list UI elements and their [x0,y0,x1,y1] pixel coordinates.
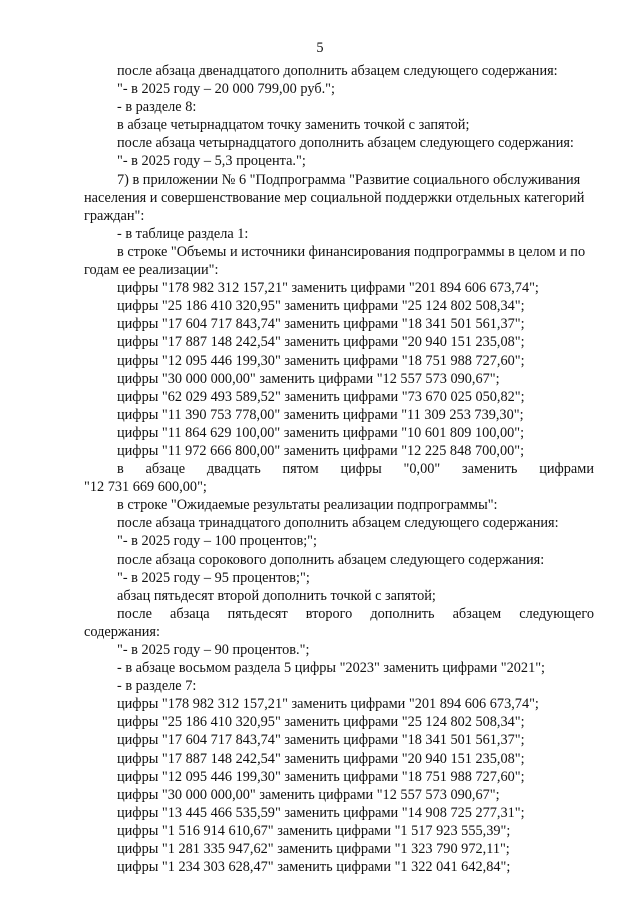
word: двадцать [206,461,261,478]
text-line: абзац пятьдесят второй дополнить точкой с запятой; [117,587,436,604]
document-body [84,62,594,876]
text-line: граждан": [84,207,145,224]
text-line: цифры "11 390 753 778,00" заменить цифрами "11 309 253 739,30"; [117,406,524,423]
word: "0,00" [403,461,441,478]
text-line: цифры "178 982 312 157,21" заменить цифрами "201 894 606 673,74"; [117,696,539,713]
text-line: цифры "11 972 666 800,00" заменить цифрами "12 225 848 700,00"; [117,442,525,459]
word: цифры [340,461,382,478]
word: дополнить [370,605,435,622]
word: абзаце [145,461,186,478]
text-line: годам ее реализации": [84,262,219,279]
text-line: цифры "62 029 493 589,52" заменить цифрами "73 670 025 050,82"; [117,388,525,405]
text-line: "- в 2025 году – 5,3 процента."; [117,153,306,170]
text-line: "12 731 669 600,00"; [84,479,207,496]
word: после [117,605,152,622]
text-line: в строке "Ожидаемые результаты реализации подпрограммы": [117,497,498,514]
word: пятьдесят [227,605,288,622]
text-line: цифры "30 000 000,00" заменить цифрами "12 557 573 090,67"; [117,786,500,803]
text-line: населения и совершенствование мер социальной поддержки отдельных категорий [84,189,585,206]
text-line: цифры "1 516 914 610,67" заменить цифрами "1 517 923 555,39"; [117,822,511,839]
text-line: 7) в приложении № 6 "Подпрограмма "Развитие социального обслуживания [117,171,581,188]
word: абзаца [169,605,210,622]
word: следующего [519,605,594,622]
text-line: после абзаца двенадцатого дополнить абзацем следующего содержания: [117,63,558,79]
text-line: цифры "178 982 312 157,21" заменить цифрами "201 894 606 673,74"; [117,280,539,297]
justified-line [84,460,594,478]
word: второго [305,605,353,622]
text-line: после абзаца четырнадцатого дополнить абзацем следующего содержания: [117,135,574,152]
justified-line [84,605,594,623]
text-line: цифры "25 186 410 320,95" заменить цифрами "25 124 802 508,34"; [117,714,525,731]
word: пятом [282,461,319,478]
text-line: "- в 2025 году – 100 процентов;"; [117,533,317,550]
text-line: цифры "17 604 717 843,74" заменить цифрами "18 341 501 561,37"; [117,732,525,749]
text-line: в абзаце четырнадцатом точку заменить точкой с запятой; [117,117,470,134]
text-line: цифры "12 095 446 199,30" заменить цифрами "18 751 988 727,60"; [117,768,525,785]
text-line: цифры "17 604 717 843,74" заменить цифрами "18 341 501 561,37"; [117,316,525,333]
text-line: цифры "11 864 629 100,00" заменить цифрами "10 601 809 100,00"; [117,424,525,441]
word: в [117,461,124,478]
text-line: цифры "13 445 466 535,59" заменить цифрами "14 908 725 277,31"; [117,804,525,821]
text-line: после абзаца тринадцатого дополнить абзацем следующего содержания: [117,515,559,532]
text-line: цифры "17 887 148 242,54" заменить цифрами "20 940 151 235,08"; [117,334,525,351]
text-line: содержания: [84,623,160,640]
text-line: "- в 2025 году – 90 процентов."; [117,642,310,658]
text-line: цифры "17 887 148 242,54" заменить цифрами "20 940 151 235,08"; [117,750,525,767]
text-line: после абзаца сорокового дополнить абзацем следующего содержания: [117,551,545,568]
text-line: - в разделе 8: [117,99,197,116]
text-line: - в абзаце восьмом раздела 5 цифры "2023" заменить цифрами "2021"; [117,660,546,677]
text-line: цифры "25 186 410 320,95" заменить цифрами "25 124 802 508,34"; [117,298,525,315]
text-line: цифры "30 000 000,00" заменить цифрами "12 557 573 090,67"; [117,370,500,387]
text-line: "- в 2025 году – 20 000 799,00 руб."; [117,81,335,98]
page-number: 5 [316,40,324,56]
text-line: - в таблице раздела 1: [117,225,249,242]
word: цифрами [539,461,594,478]
word: абзацем [452,605,502,622]
text-line: "- в 2025 году – 95 процентов;"; [117,569,310,586]
text-line: - в разделе 7: [117,678,197,695]
text-line: цифры "1 281 335 947,62" заменить цифрами "1 323 790 972,11"; [117,841,510,858]
text-line: цифры "1 234 303 628,47" заменить цифрами "1 322 041 642,84"; [117,859,511,876]
text-line: в строке "Объемы и источники финансирования подпрограммы в целом и по [117,243,586,260]
word: заменить [462,461,518,478]
text-line: цифры "12 095 446 199,30" заменить цифрами "18 751 988 727,60"; [117,352,525,369]
